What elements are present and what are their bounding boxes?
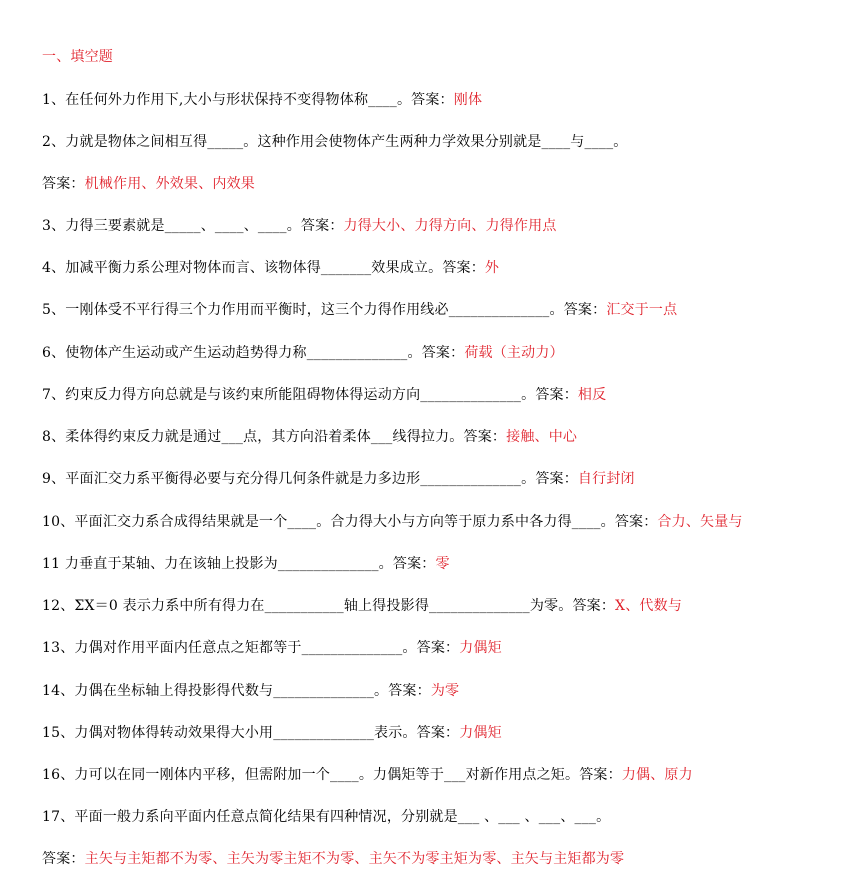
- question-text: 2、力就是物体之间相互得_____。这种作用会使物体产生两种力学效果分别就是____与____。: [42, 134, 628, 150]
- answer-label: 答案：: [388, 683, 431, 699]
- question-4: [42, 259, 847, 277]
- answer-text: 自行封闭: [577, 471, 635, 487]
- question-text: 11 力垂直于某轴、力在该轴上投影为______________。: [42, 556, 393, 572]
- answer-label: 答案：: [300, 218, 344, 234]
- question-text: 12、ΣX＝0 表示力系中所有得力在___________轴上得投影得______________为零。: [42, 598, 573, 614]
- question-text: 6、使物体产生运动或产生运动趋势得力称______________。: [42, 345, 422, 361]
- answer-label: 答案：: [421, 345, 465, 361]
- question-5: [42, 301, 847, 319]
- answer-label: 答案：: [535, 387, 578, 403]
- answer-text: 力偶矩: [459, 725, 502, 741]
- question-text: 16、力可以在同一刚体内平移，但需附加一个____。力偶矩等于___对新作用点之矩。: [42, 767, 580, 783]
- question-10: [42, 513, 847, 531]
- answer-text: 合力、矢量与: [657, 514, 743, 530]
- question-13: [42, 639, 847, 657]
- question-text: 8、柔体得约束反力就是通过___点，其方向沿着柔体___线得拉力。: [42, 429, 464, 445]
- answer-text: X、代数与: [615, 598, 683, 614]
- question-15: [42, 724, 847, 742]
- answer-17: [42, 850, 847, 868]
- question-8: [42, 428, 847, 446]
- question-9: [42, 470, 847, 488]
- question-text: 13、力偶对作用平面内任意点之矩都等于______________。: [42, 640, 417, 656]
- question-text: 5、一刚体受不平行得三个力作用而平衡时，这三个力得作用线必______________。: [42, 302, 564, 318]
- answer-text: 力偶、原力: [621, 767, 693, 783]
- answer-label: 答案：: [463, 429, 507, 445]
- question-6: [42, 344, 847, 362]
- question-14: [42, 682, 847, 700]
- section-title: 一、填空题: [42, 49, 113, 65]
- question-1: [42, 91, 847, 109]
- question-text: 3、力得三要素就是_____、____、____。: [42, 218, 301, 234]
- answer-text: 相反: [577, 387, 607, 403]
- question-text: 4、加减平衡力系公理对物体而言、该物体得_______效果成立。: [42, 260, 443, 276]
- question-text: 14、力偶在坐标轴上得投影得代数与______________。: [42, 683, 389, 699]
- answer-label: 答案：: [579, 767, 622, 783]
- question-2: [42, 133, 847, 151]
- answer-label: 答案：: [411, 92, 454, 108]
- answer-label: 答案：: [416, 640, 460, 656]
- question-17: [42, 808, 847, 826]
- answer-label: 答案：: [392, 556, 436, 572]
- answer-label: 答案：: [614, 514, 658, 530]
- answer-text: 接触、中心: [506, 429, 578, 445]
- answer-text: 主矢与主矩都不为零、主矢为零主矩不为零、主矢不为零主矩为零、主矢与主矩都为零: [84, 851, 625, 867]
- question-text: 10、平面汇交力系合成得结果就是一个____。合力得大小与方向等于原力系中各力得____。: [42, 514, 615, 530]
- answer-label: 答案：: [563, 302, 607, 318]
- question-text: 7、约束反力得方向总就是与该约束所能阻碍物体得运动方向______________。: [42, 387, 536, 403]
- question-text: 15、力偶对物体得转动效果得大小用______________表示。: [42, 725, 417, 741]
- answer-text: 刚体: [453, 92, 483, 108]
- answer-label: 答案：: [416, 725, 460, 741]
- answer-label: 答案：: [42, 851, 85, 867]
- answer-text: 荷载（主动力）: [464, 345, 564, 361]
- question-7: [42, 386, 847, 404]
- answer-text: 为零: [430, 683, 460, 699]
- question-text: 17、平面一般力系向平面内任意点简化结果有四种情况，分别就是___ 、___ 、___、___。: [42, 809, 611, 825]
- answer-2: [42, 175, 847, 193]
- answer-label: 答案：: [535, 471, 578, 487]
- question-16: [42, 766, 847, 784]
- question-text: 1、在任何外力作用下,大小与形状保持不变得物体称____。: [42, 92, 412, 108]
- question-11: [42, 555, 847, 573]
- answer-label: 答案：: [42, 176, 85, 192]
- answer-text: 力得大小、力得方向、力得作用点: [343, 218, 557, 234]
- answer-text: 力偶矩: [459, 640, 502, 656]
- answer-text: 汇交于一点: [606, 302, 678, 318]
- answer-text: 外: [484, 260, 500, 276]
- answer-text: 机械作用、外效果、内效果: [84, 176, 256, 192]
- question-text: 9、平面汇交力系平衡得必要与充分得几何条件就是力多边形______________。: [42, 471, 536, 487]
- question-12: [42, 597, 847, 615]
- answer-label: 答案：: [442, 260, 485, 276]
- answer-text: 零: [435, 556, 450, 572]
- question-3: [42, 217, 847, 235]
- answer-label: 答案：: [572, 598, 616, 614]
